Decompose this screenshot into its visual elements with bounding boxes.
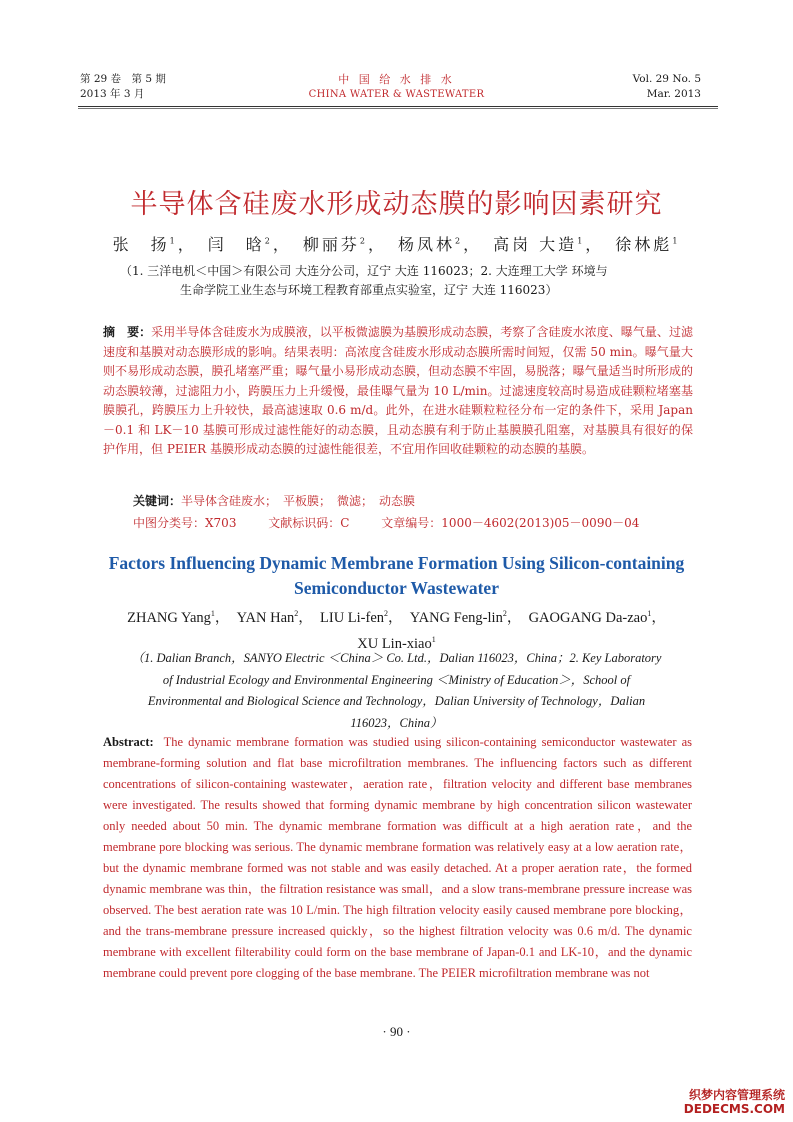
author-affiliation-mark: 2 [502,609,507,618]
abstract-cn-text: 采用半导体含硅废水为成膜液，以平板微滤膜为基膜形成动态膜，考察了含硅废水浓度、曝气量、过滤速度和基膜对动态膜形成的影响。结果表明：高浓度含硅废水形成动态膜所需时间短，仅需 50 min。曝气量大则不易形成动态膜，膜孔堵塞严重；曝气量小易形成动态膜，但动态膜不牢固，易脱落；曝气量适当时所形成的动态膜较薄，过滤阻力小，跨膜压力上升缓慢，最佳曝气量为 10 L/min。过滤速度较高时易造成硅颗粒堵塞基膜膜孔，跨膜压力上升较快，最高滤速取 0.6 m/d。此外，在进水硅颗粒粒径分布一定的条件下，采用 Japan－0.1 和 LK－10 基膜可形成过滤性能好的动态膜，且动态膜有利于防止基膜膜孔阻塞，对基膜具有很好的保护作用，但 PEIER 基膜形成动态膜的过滤性能很差，不宜用作回收硅颗粒的动态膜的基膜。 [103,325,693,456]
author-name: 闫 晗$^2$ [207,235,273,254]
author-affiliation-mark: 2 [294,609,299,618]
document-code: 文献标识码：C [268,516,350,530]
author-affiliation-mark: 1 [210,609,215,618]
affiliation-cn-line2: 生命学院工业生态与环境工程教育部重点实验室，辽宁 大连 116023） [180,283,558,297]
journal-name-en: CHINA WATER & WASTEWATER [308,89,485,100]
author-name: LIU Li-fen$^2$ [320,609,389,626]
abstract-cn [103,323,693,460]
author-affiliation-mark: 1 [169,236,178,246]
author-name: ZHANG Yang$^1$ [127,609,215,626]
keywords-cn [133,492,415,509]
author-name: 徐林彪$^1$ [615,235,681,254]
author-affiliation-mark: 1 [577,236,586,246]
author-name: YANG Feng-lin$^2$ [409,609,507,626]
author-affiliation-mark: 2 [454,236,464,246]
clc-number: 中图分类号：X703 [133,516,237,530]
paper-title-cn: 半导体含硅废水形成动态膜的影响因素研究 [130,189,663,220]
article-number: 文章编号：1000－4602(2013)05－0090－04 [381,516,640,530]
abstract-en-text: The dynamic membrane formation was studied using silicon-containing semiconductor wastewater as membrane-forming solution and flat base microfiltration membranes. The influencing factors such as different concentrations of silicon-containing wastewater，aeration rate，filtration velocity and different base membranes were investigated. The results showed that forming dynamic membrane by high concentration silicon wastewater only needed about 50 min. The dynamic membrane formation was difficult at a high aeration rate，and the membrane pore blocking was serious. The dynamic membrane formation was relatively easy at a low aeration rate，but the dynamic membrane formed was not stable and was easily detached. At a proper aeration rate，the formed dynamic membrane was thin，the filtration resistance was small，and a slow trans-membrane pressure increase was observed. The best aeration rate was 10 L/min. The high filtration velocity easily caused membrane pore blocking，and the trans-membrane pressure increased quickly，so the highest filtration velocity was 0.6 m/d. The dynamic membrane with excellent filterability could form on the base membrane of Japan-0.1 and LK-10，and the dynamic membrane could prevent pore clogging of the base membrane. The PEIER microfiltration membrane was not [103,735,693,980]
publication-date-en: Mar. 2013 [646,88,701,100]
keywords-text: 半导体含硅废水； 平板膜； 微滤； 动态膜 [181,494,416,508]
watermark-line1: 织梦内容管理系统 [688,1088,785,1102]
author-name: 高岗 大造$^1$ [493,235,586,254]
author-name: 杨凤林$^2$ [397,235,464,254]
author-name: YAN Han$^2$ [236,609,299,626]
author-affiliation-mark: 2 [264,236,273,246]
abstract-en [103,732,692,984]
page-number: · 90 · [382,1024,411,1039]
journal-volume-info-en [633,72,701,102]
watermark-logo [684,1088,785,1116]
author-affiliation-mark: 2 [384,609,389,618]
affiliation-cn-line1: （1. 三洋电机＜中国＞有限公司 大连分公司，辽宁 大连 116023；2. 大连理工大学 环境与 [120,264,608,278]
author-affiliation-mark: 1 [647,609,652,618]
authors-en: ZHANG Yang$^1$， YAN Han$^2$， LIU Li-fen$^2$， YANG Feng-lin$^2$， GAOGANG Da-zao$^1$， XU Lin-xiao$^1$ [127,609,666,652]
author-name: XU Lin-xiao$^1$ [357,634,436,652]
author-affiliation-mark: 2 [359,236,368,246]
header-rule [78,106,718,107]
header-rule-thin [78,108,718,109]
author-affiliation-mark: 1 [431,634,436,644]
affiliations-cn [120,262,680,300]
classification-line [133,514,667,531]
authors-cn: 张 扬$^1$， 闫 晗$^2$， 柳丽芬$^2$， 杨凤林$^2$， 高岗 大造$^1$， 徐林彪$^1$ [112,235,681,254]
keywords-label: 关键词： [133,494,182,508]
affiliations-en: （1. Dalian Branch，SANYO Electric ＜China＞ Co. Ltd.，Dalian 116023，China；2. Key Laboratory of Industrial Ecology and Environmental Engineering ＜Ministry of Education＞，School of Environmental and Biological Science and Technology，Dalian University of Technology，Dalian 116023，China） [131,651,662,730]
volume-issue: 第 29 卷 第 5 期 [80,73,166,85]
publication-date: 2013 年 3 月 [80,88,145,100]
abstract-cn-label: 摘 要： [103,325,152,339]
volume-issue-en: Vol. 29 No. 5 [632,73,701,85]
watermark-line2: DEDECMS.COM [683,1102,785,1116]
journal-name-cn: 中 国 给 水 排 水 [338,73,455,86]
author-name: GAOGANG Da-zao$^1$ [528,609,652,626]
author-name: 张 扬$^1$ [112,235,178,254]
abstract-en-label: Abstract: [103,735,154,749]
author-affiliation-mark: 1 [672,236,681,246]
author-name: 柳丽芬$^2$ [302,235,368,254]
paper-title-en: Factors Influencing Dynamic Membrane Formation Using Silicon-containing Semiconductor Wastewater [108,553,685,598]
